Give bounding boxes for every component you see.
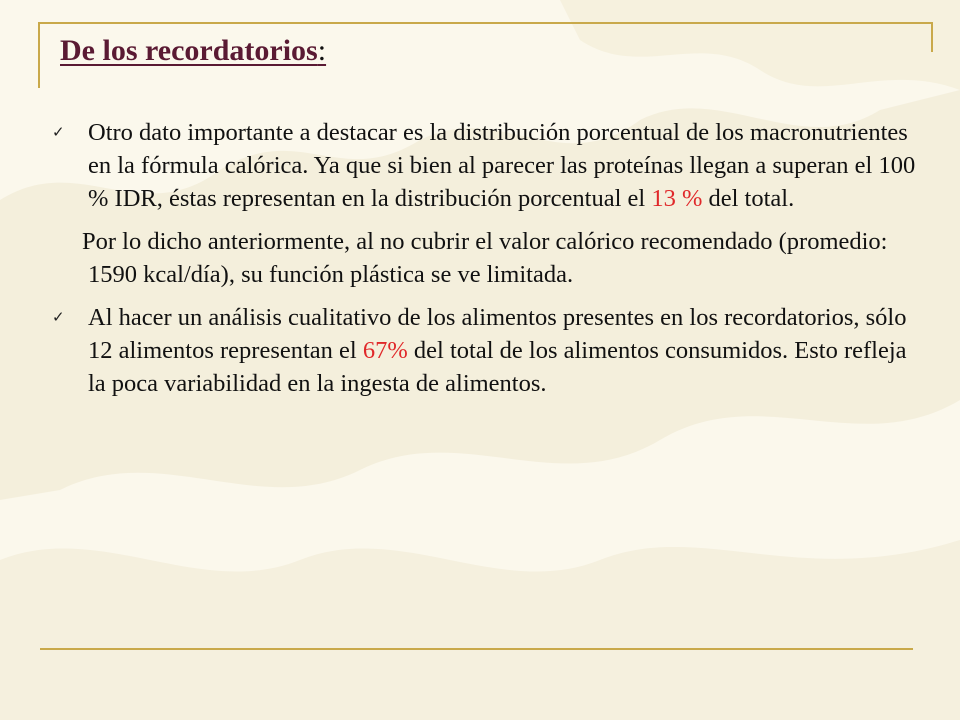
slide-content [50, 116, 920, 410]
bullet-text: Al hacer un análisis cualitativo de los alimentos presentes en los recordatorios, sólo 12 alimentos representan el [88, 304, 907, 364]
body-paragraph: Por lo dicho anteriormente, al no cubrir el valor calórico recomendado (promedio: 1590 kcal/día), su función plástica se ve limitada. [82, 228, 888, 288]
bullet-text: Otro dato importante a destacar es la distribución porcentual de los macronutrientes en la fórmula calórica. Ya que si bien al parecer las proteínas llegan a superan el 100 % IDR, éstas representan en la distribución porcentual el [88, 119, 916, 212]
right-rule [931, 22, 933, 52]
highlight-percent: 67% [362, 337, 408, 364]
bottom-rule [40, 648, 913, 650]
slide-title-text: De los recordatorios [60, 34, 318, 67]
bullet-text-end: del total. [702, 185, 795, 212]
slide-title-colon: : [317, 34, 327, 67]
checkmark-icon: ✓ [52, 123, 65, 141]
bullet-item [50, 116, 920, 215]
highlight-percent: 13 % [651, 185, 703, 212]
left-rule [38, 22, 40, 88]
top-rule [40, 22, 933, 24]
bullet-item [50, 301, 920, 400]
slide-title [60, 34, 326, 68]
bullet-text-end: del total de los alimentos consumidos. Esto refleja la poca variabilidad en la ingesta de alimentos. [88, 337, 907, 397]
checkmark-icon: ✓ [52, 308, 65, 326]
